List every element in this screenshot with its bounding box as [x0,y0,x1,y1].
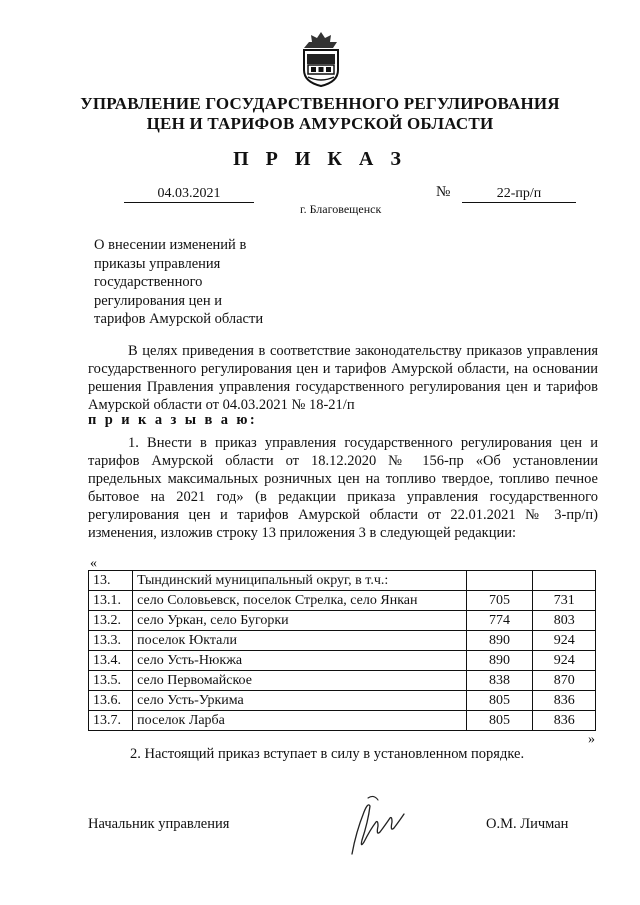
subject-line: регулирования цен и [94,292,222,309]
price-value-1 [466,571,533,591]
org-name-line2: ЦЕН И ТАРИФОВ АМУРСКОЙ ОБЛАСТИ [146,114,494,133]
document-type-title: П Р И К А З [233,148,407,170]
order-number: 22-пр/п [462,186,576,203]
row-number: 13.3. [89,631,133,651]
price-value-2: 836 [533,691,596,711]
price-value-1: 805 [466,691,533,711]
price-value-1: 805 [466,711,533,731]
number-sign: № [436,184,451,200]
row-number: 13.7. [89,711,133,731]
subject-line: государственного [94,274,203,290]
handwritten-signature [338,792,412,858]
subject-line: О внесении изменений в [94,237,247,253]
table-row [89,651,596,671]
price-value-2: 924 [533,651,596,671]
price-value-1: 705 [466,591,533,611]
row-number: 13.5. [89,671,133,691]
table-row [89,691,596,711]
price-value-1: 838 [466,671,533,691]
table-row [89,711,596,731]
coat-of-arms-emblem [298,30,344,88]
org-name-line1: УПРАВЛЕНИЕ ГОСУДАРСТВЕННОГО РЕГУЛИРОВАНИЯ [80,94,560,113]
table-row [89,571,596,591]
subject-line: тарифов Амурской области [94,311,264,327]
signatory-position: Начальник управления [88,816,230,832]
price-value-2: 731 [533,591,596,611]
close-quote: » [588,732,595,747]
order-subject [94,236,263,329]
price-value-2: 924 [533,631,596,651]
settlement-name: поселок Юктали [133,631,467,651]
row-number: 13.2. [89,611,133,631]
price-value-2 [533,571,596,591]
settlement-name: село Соловьевск, поселок Стрелка, село Янкан [133,591,467,611]
table-row [89,591,596,611]
row-number: 13. [89,571,133,591]
row-number: 13.4. [89,651,133,671]
row-number: 13.6. [89,691,133,711]
open-quote: « [90,556,97,571]
price-value-1: 890 [466,651,533,671]
table-row [89,671,596,691]
price-value-2: 870 [533,671,596,691]
subject-line: приказы управления [94,255,221,272]
preamble-paragraph: В целях приведения в соответствие законодательству приказов управления государственного регулирования цен и тарифов Амурской области, на основании решения Правления управления государственного регулирования цен и тарифов Амурской области от 04.03.2021 № 18-21/п [88,343,598,413]
signatory-name: О.М. Личман [486,816,569,832]
item-1-paragraph: 1. Внести в приказ управления государственного регулирования цен и тарифов Амурской области от 18.12.2020 № 156-пр «Об установлении предельных максимальных розничных цен на топливо твердое, топливо печное бытовое на 2021 год» (в редакции приказа управления государственного регулирования цен и тарифов Амурской области от 22.01.2021 № 3-пр/п) изменения, изложив строку 13 приложения 3 в следующей редакции: [88,435,598,541]
settlement-name: село Усть-Уркима [133,691,467,711]
price-value-2: 836 [533,711,596,731]
settlement-name: село Первомайское [133,671,467,691]
price-value-1: 774 [466,611,533,631]
settlement-name: Тындинский муниципальный округ, в т.ч.: [133,571,467,591]
settlement-name: село Уркан, село Бугорки [133,611,467,631]
city-name: г. Благовещенск [300,202,382,216]
row-number: 13.1. [89,591,133,611]
tariff-table [88,570,596,731]
table-row [89,611,596,631]
settlement-name: поселок Ларба [133,711,467,731]
price-value-1: 890 [466,631,533,651]
order-date: 04.03.2021 [124,186,254,203]
table-row [89,631,596,651]
price-value-2: 803 [533,611,596,631]
orders-word: п р и к а з ы в а ю: [88,412,258,428]
item-2-paragraph: 2. Настоящий приказ вступает в силу в установленном порядке. [130,746,525,762]
settlement-name: село Усть-Нюкжа [133,651,467,671]
